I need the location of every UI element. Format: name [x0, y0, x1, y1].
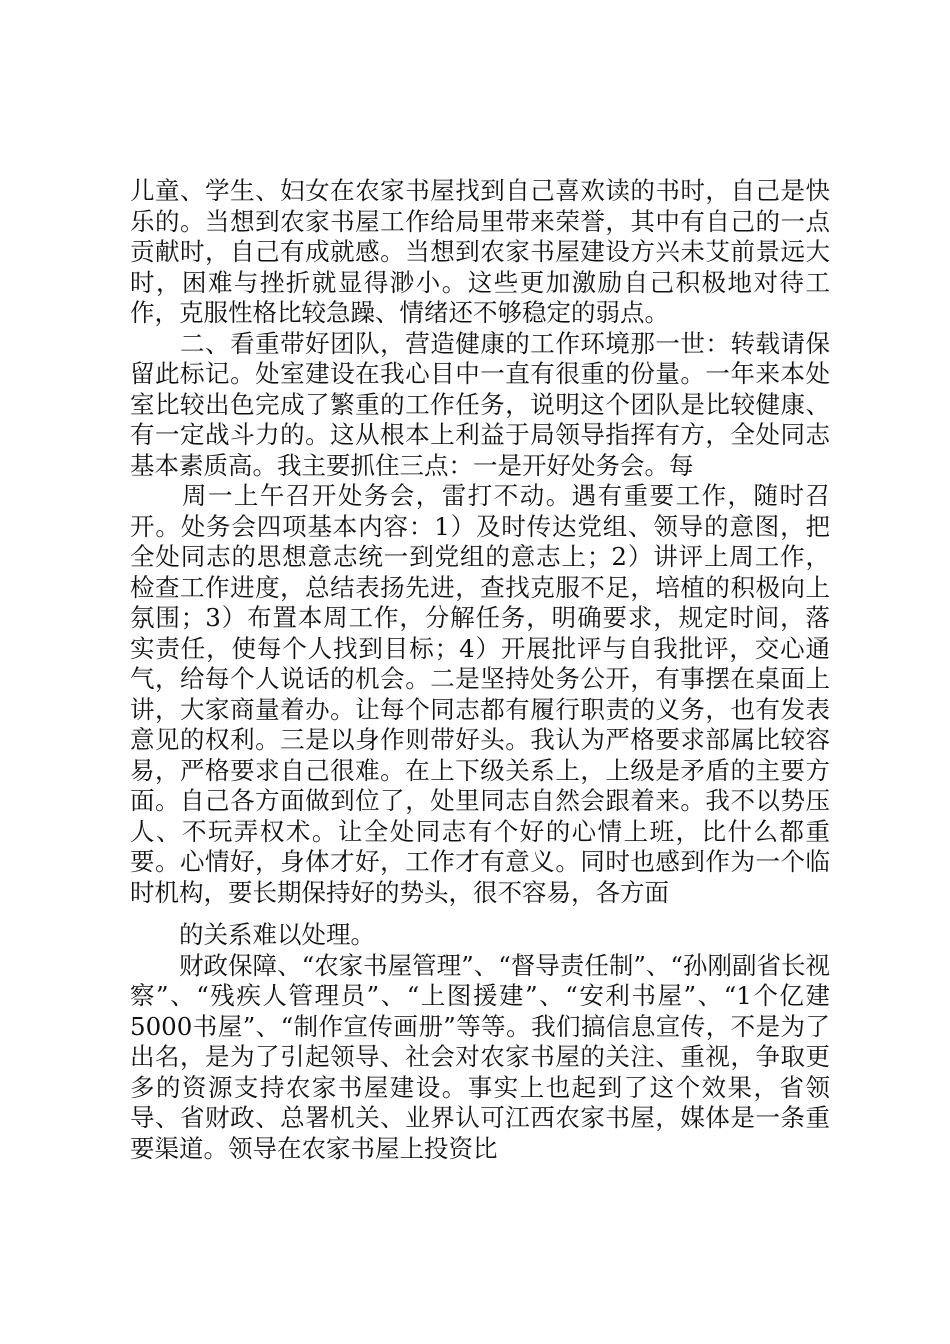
paragraph-3: 周一上午召开处务会，雷打不动。遇有重要工作，随时召开。处务会四项基本内容：1）及时传达党组、领导的意图，把全处同志的思想意志统一到党组的意志上；2）讲评上周工作，检查工作进度，总结表扬先进，查找克服不足，培植的积极向上氛围；3）布置本周工作，分解任务，明确要求，规定时间，落实责任，使每个人找到目标；4）开展批评与自我批评，交心通气，给每个人说话的机会。二是坚持处务公开，有事摆在桌面上讲，大家商量着办。让每个同志都有履行职责的义务，也有发表意见的权利。三是以身作则带好头。我认为严格要求部属比较容易，严格要求自己很难。在上下级关系上，上级是矛盾的主要方面。自己各方面做到位了，处里同志自然会跟着来。我不以势压人、不玩弄权术。让全处同志有个好的心情上班，比什么都重要。心情好，身体才好，工作才有意义。同时也感到作为一个临时机构，要长期保持好的势头，很不容易，各方面	[130, 481, 830, 907]
document-page	[130, 176, 830, 1164]
paragraph-5: 财政保障、“农家书屋管理”、“督导责任制”、“孙刚副省长视察”、“残疾人管理员”、“上图援建”、“安利书屋”、“1个亿建5000书屋”、“制作宣传画册”等等。我们搞信息宣传，不是为了出名，是为了引起领导、社会对农家书屋的关注、重视，争取更多的资源支持农家书屋建设。事实上也起到了这个效果，省领导、省财政、总署机关、业界认可江西农家书屋，媒体是一条重要渠道。领导在农家书屋上投资比	[130, 950, 830, 1163]
paragraph-1: 儿童、学生、妇女在农家书屋找到自己喜欢读的书时，自己是快乐的。当想到农家书屋工作给局里带来荣誉，其中有自己的一点贡献时，自己有成就感。当想到农家书屋建设方兴未艾前景远大时，困难与挫折就显得渺小。这些更加激励自己积极地对待工作，克服性格比较急躁、情绪还不够稳定的弱点。	[130, 176, 830, 327]
paragraph-2: 二、看重带好团队，营造健康的工作环境那一世：转载请保留此标记。处室建设在我心目中一直有很重的份量。一年来本处室比较出色完成了繁重的工作任务，说明这个团队是比较健康、有一定战斗力的。这从根本上利益于局领导指挥有方，全处同志基本素质高。我主要抓住三点：一是开好处务会。每	[130, 328, 830, 480]
paragraph-4: 的关系难以处理。	[130, 920, 375, 949]
